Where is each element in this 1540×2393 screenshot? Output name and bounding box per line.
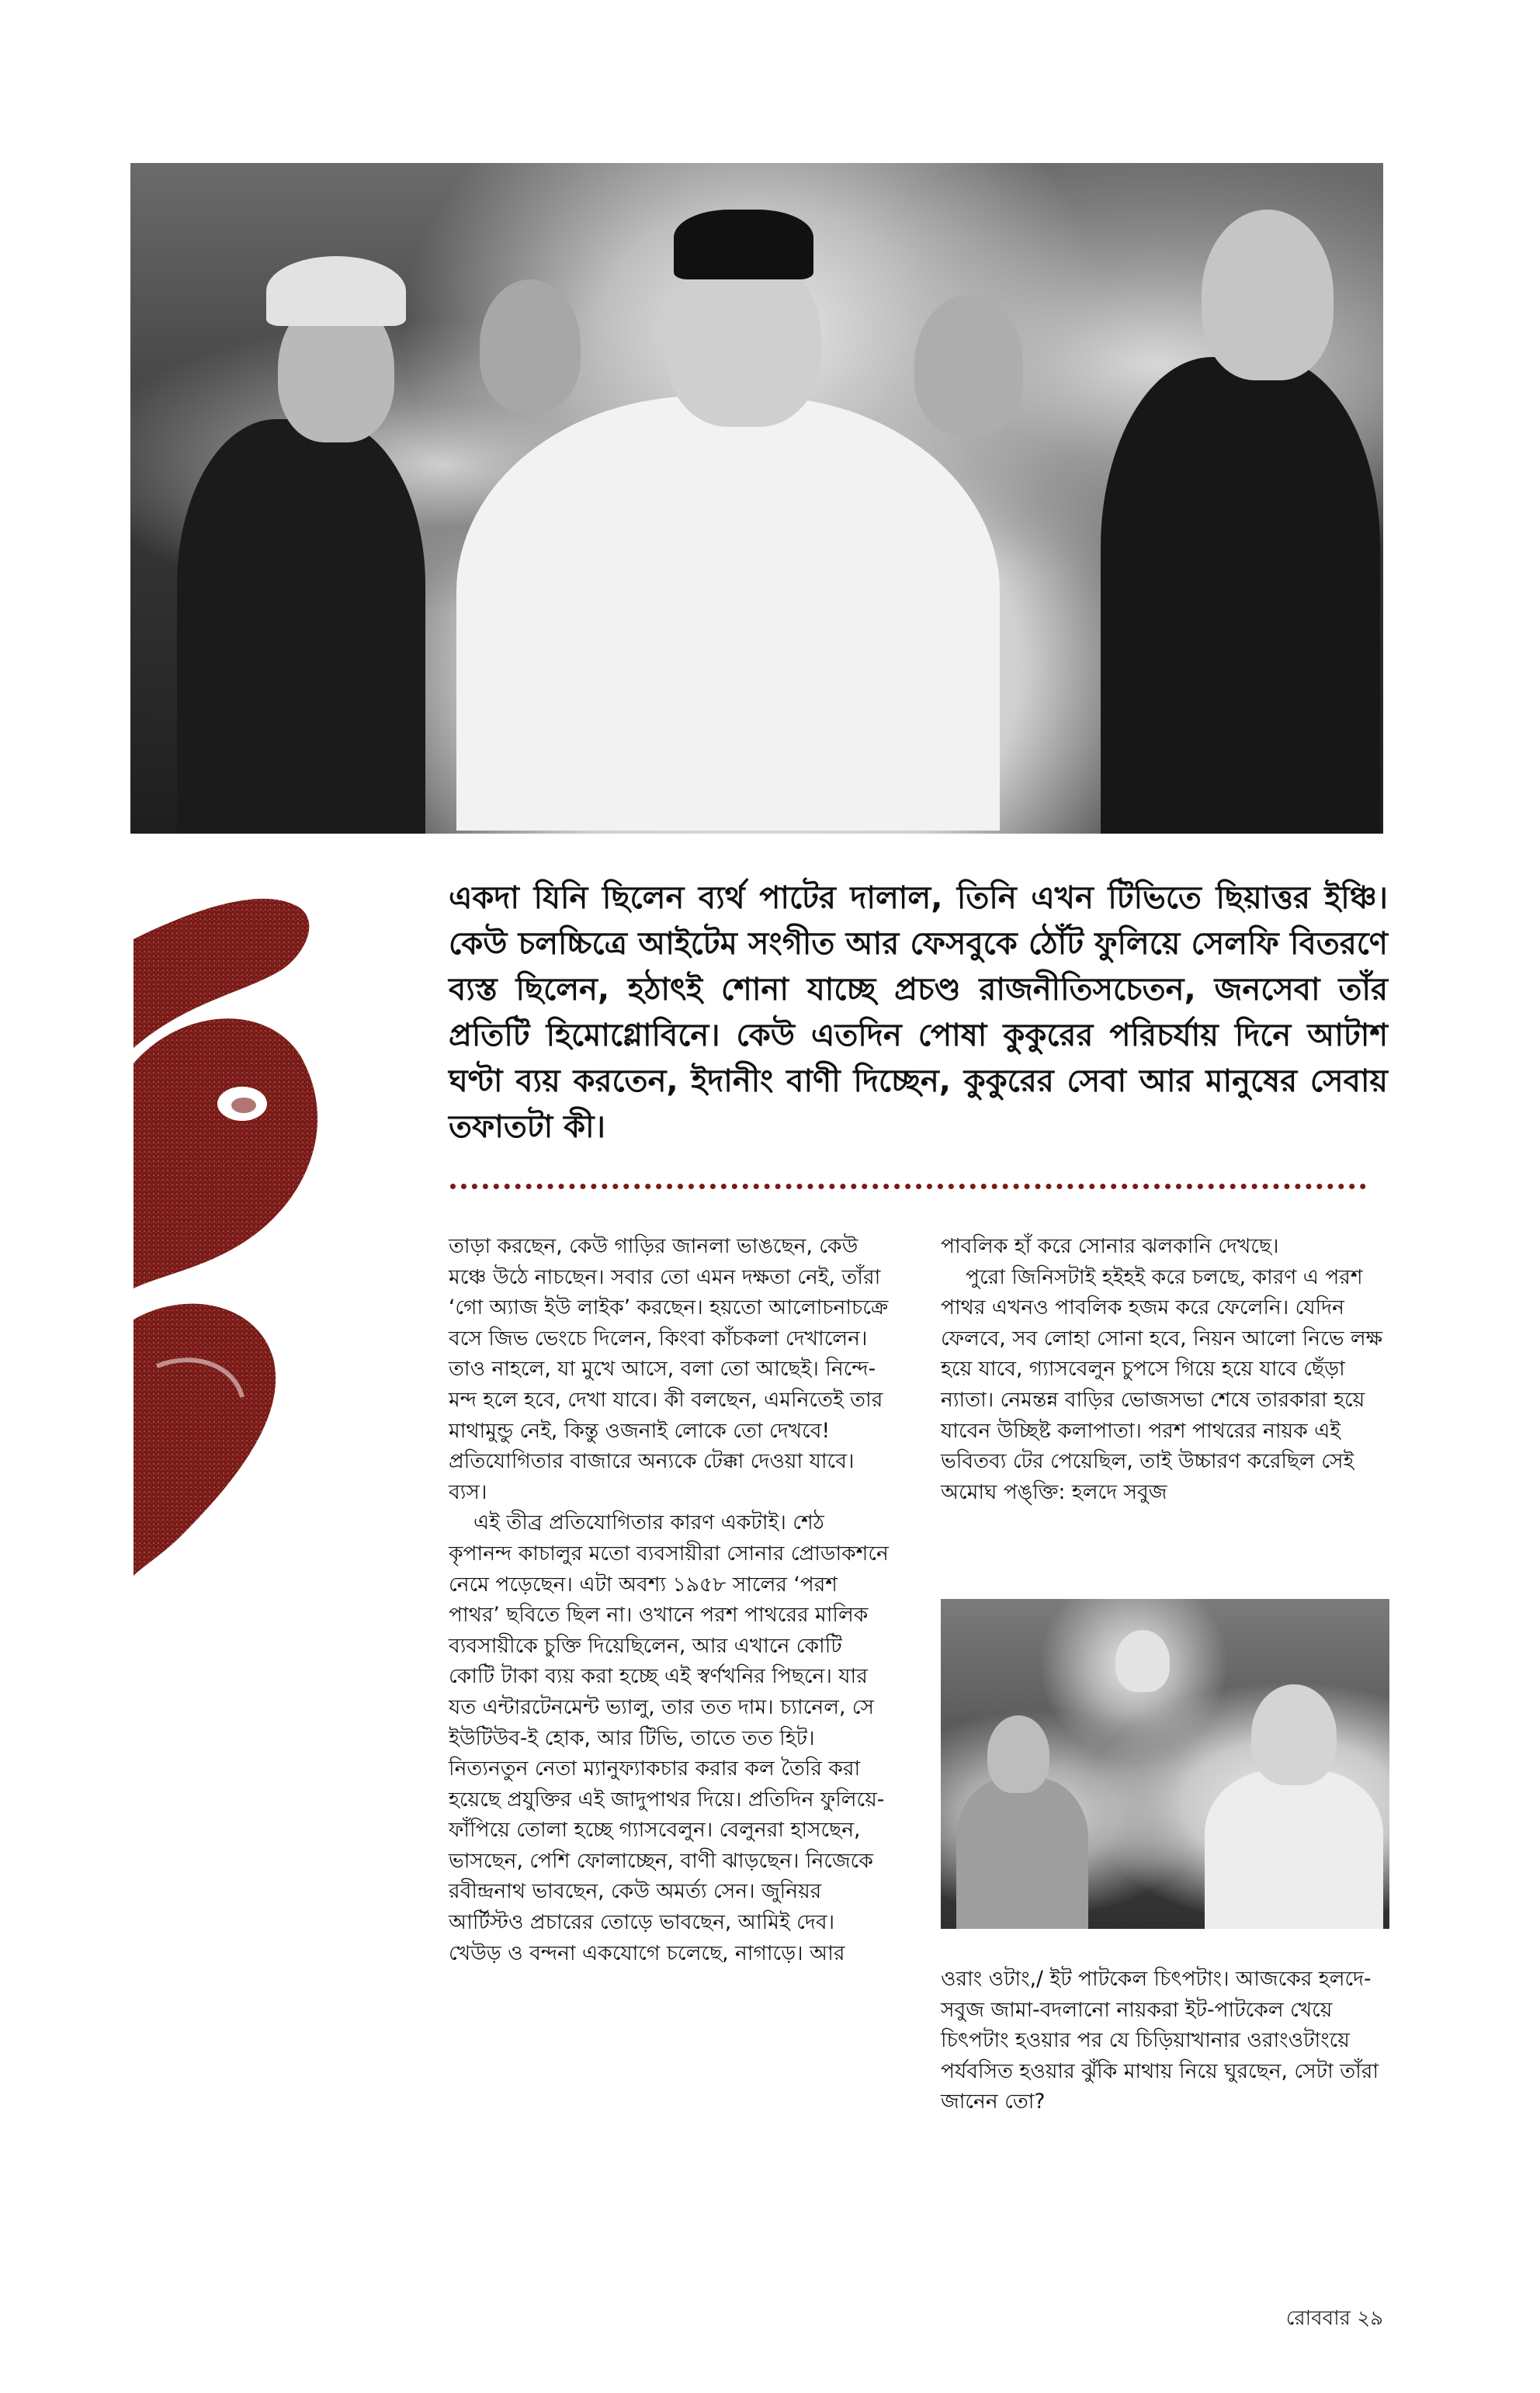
body-paragraph: পাবলিক হাঁ করে সোনার ঝলকানি দেখছে।: [941, 1234, 1279, 1258]
body-paragraph: এই তীব্র প্রতিযোগিতার কারণ একটাই। শেঠ কৃপানন্দ কাচালুর মতো ব্যবসায়ীরা সোনার প্রোডাকশনে নেমে পড়েছেন। এটা অবশ্য ১৯৫৮ সালের ‘পরশ পাথর’ ছবিতে ছিল না। ওখানে পরশ পাথরের মালিক ব্যবসায়ীকে চুক্তি দিয়েছিলেন, আর এখানে কোটি কোটি টাকা ব্যয় করা হচ্ছে এই স্বর্ণখনির পিছনে। যার যত এন্টারটেনমেন্ট ভ্যালু, তার তত দাম। চ্যানেল, সে ইউটিউব-ই হোক, আর টিভি, তাতে তত হিট। নিত্যনতুন নেতা ম্যানুফ্যাকচার করার কল তৈরি করা হয়েছে প্রযুক্তির এই জাদুপাথর দিয়ে। প্রতিদিন ফুলিয়ে-ফাঁপিয়ে তোলা হচ্ছে গ্যাসবেলুন। বেলুনরা হাসছেন, ভাসছেন, পেশি ফোলাচ্ছেন, বাণী ঝাড়ছেন। নিজেকে রবীন্দ্রনাথ ভাবছেন, কেউ অমর্ত্য সেন। জুনিয়র আর্টিস্টও প্রচারের তোড়ে ভাবছেন, আমিই দেব। খেউড় ও বন্দনা একযোগে চলেছে, নাগাড়ে। আর: [449, 1510, 889, 1965]
page-folio: রোববার ২৯: [1285, 2307, 1383, 2330]
decorative-illustration: [134, 885, 343, 1583]
body-paragraph: পুরো জিনিসটাই হইহই করে চলছে, কারণ এ পরশ পাথর এখনও পাবলিক হজম করে ফেলেনি। যেদিন ফেলবে, সব লোহা সোনা হবে, নিয়ন আলো নিভে লক্ষ হয়ে যাবে, গ্যাসবেলুন চুপসে গিয়ে হয়ে যাবে ছেঁড়া ন্যাতা। নেমন্তন্ন বাড়ির ভোজসভা শেষে তারকারা হয়ে যাবেন উচ্ছিষ্ট কলাপাতা। পরশ পাথরের নায়ক এই ভবিতব্য টের পেয়েছিল, তাই উচ্চারণ করেছিল সেই অমোঘ পঙ্‌ক্তি: হলদে সবুজ: [941, 1264, 1383, 1504]
lead-paragraph: একদা যিনি ছিলেন ব্যর্থ পাটের দালাল, তিনি এখন টিভিতে ছিয়াত্তর ইঞ্চি। কেউ চলচ্চিত্রে আইটেম সংগীত আর ফেসবুকে ঠোঁট ফুলিয়ে সেলফি বিতরণে ব্যস্ত ছিলেন, হঠাৎই শোনা যাচ্ছে প্রচণ্ড রাজনীতিসচেতন, জনসেবা তাঁর প্রতিটি হিমোগ্লোবিনে। কেউ এতদিন পোষা কুকুরের পরিচর্যায় দিনে আটাশ ঘণ্টা ব্যয় করতেন, ইদানীং বাণী দিচ্ছেন, কুকুরের সেবা আর মানুষের সেবায় তফাতটা কী।: [449, 880, 1388, 1145]
body-paragraph: ওরাং ওটাং,/ ইট পাটকেল চিৎপটাং। আজকের হলদে-সবুজ জামা-বদলানো নায়করা ইট-পাটকেল খেয়ে চিৎপটাং হওয়ার পর যে চিড়িয়াখানার ওরাংওটাংয়ে পর্যবসিত হওয়ার ঝুঁকি মাথায় নিয়ে ঘুরছেন, সেটা তাঁরা জানেন তো?: [941, 1967, 1379, 2114]
body-paragraph: তাড়া করছেন, কেউ গাড়ির জানলা ভাঙছেন, কেউ মঞ্চে উঠে নাচছেন। সবার তো এমন দক্ষতা নেই, তাঁরা ‘গো অ্যাজ ইউ লাইক’ করছেন। হয়তো আলোচনাচক্রে বসে জিভ ভেংচে দিলেন, কিংবা কাঁচকলা দেখালেন। তাও নাহলে, যা মুখে আসে, বলা তো আছেই। নিন্দে-মন্দ হলে হবে, দেখা যাবে। কী বলছেন, এমনিতেই তার মাথামুন্ডু নেই, কিন্তু ওজনাই লোকে তো দেখবে! প্রতিযোগিতার বাজারে অন্যকে টেক্কা দেওয়া যাবে। ব্যস।: [449, 1234, 889, 1504]
inline-photo: [941, 1599, 1389, 1929]
hero-photo: [130, 163, 1383, 834]
body-column-left: [449, 1231, 891, 1968]
body-column-right: [941, 1231, 1391, 1507]
dotted-divider: [450, 1184, 1366, 1189]
body-column-right-continued: [941, 1964, 1391, 2117]
